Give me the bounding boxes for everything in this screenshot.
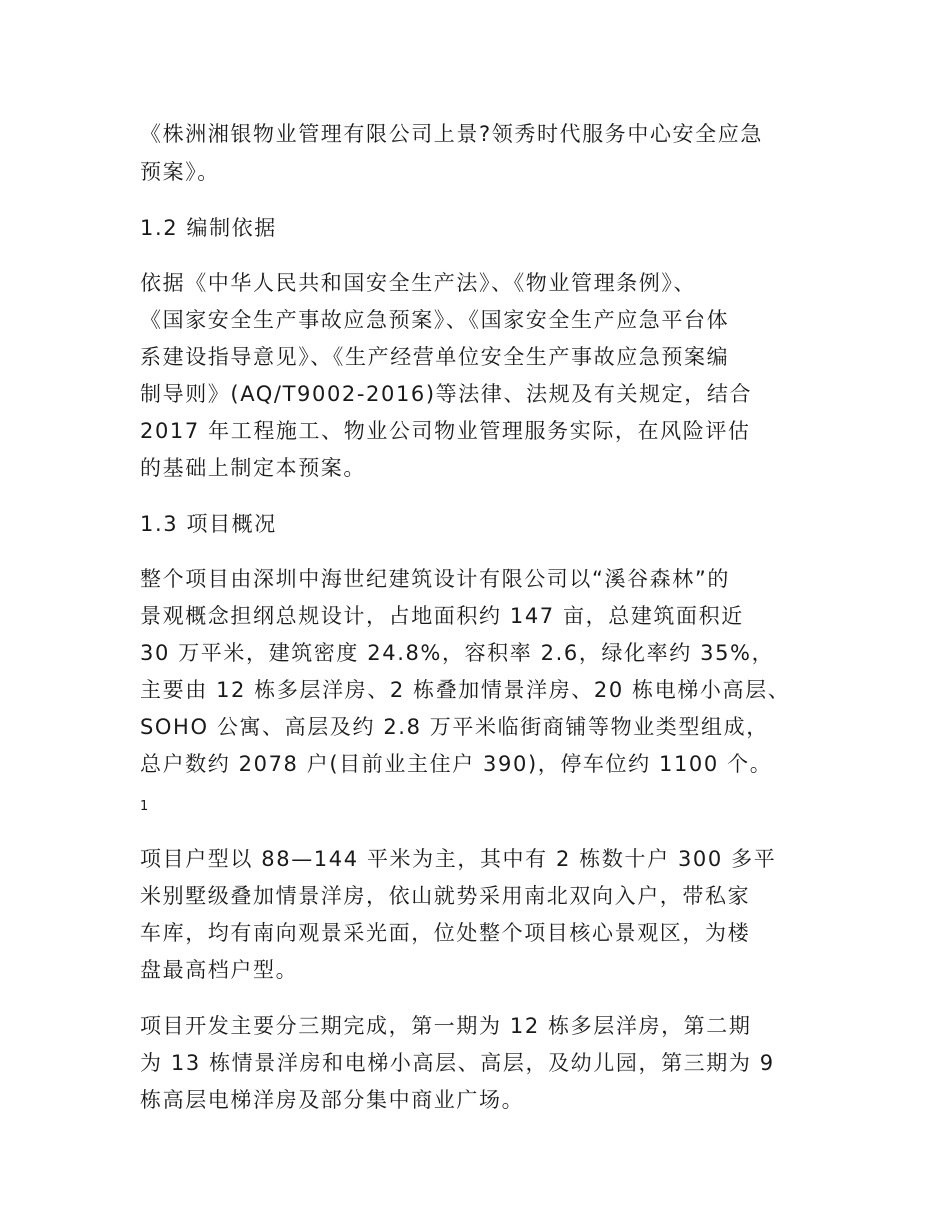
paragraph-line: 米别墅级叠加情景洋房，依山就势采用南北双向入户，带私家	[140, 884, 751, 908]
paragraph-line: 景观概念担纲总规设计，占地面积约 147 亩，总建筑面积近	[140, 604, 744, 628]
section-heading-1-2: 1.2 编制依据	[140, 216, 277, 240]
paragraph-line: 项目户型以 88—144 平米为主，其中有 2 栋数十户 300 多平	[140, 847, 777, 871]
paragraph-line: 2017 年工程施工、物业公司物业管理服务实际，在风险评估	[140, 419, 751, 443]
paragraph-line: 30 万平米，建筑密度 24.8%，容积率 2.6，绿化率约 35%，	[140, 641, 775, 665]
paragraph-line: 《国家安全生产事故应急预案》、《国家安全生产应急平台体	[140, 308, 730, 332]
paragraph-line: 栋高层电梯洋房及部分集中商业广场。	[140, 1088, 525, 1112]
paragraph-line: 盘最高档户型。	[140, 958, 299, 982]
page-number: 1	[140, 799, 149, 814]
paragraph-line: 的基础上制定本预案。	[140, 456, 366, 480]
intro-line: 《株洲湘银物业管理有限公司上景?领秀时代服务中心安全应急	[140, 122, 763, 146]
paragraph-line: 依据《中华人民共和国安全生产法》、《物业管理条例》、	[140, 271, 697, 295]
paragraph-line: 项目开发主要分三期完成，第一期为 12 栋多层洋房，第二期	[140, 1014, 752, 1038]
paragraph-line: 车库，均有南向观景采光面，位处整个项目核心景观区，为楼	[140, 921, 751, 945]
paragraph-line: 整个项目由深圳中海世纪建筑设计有限公司以“溪谷森林”的	[140, 567, 730, 591]
paragraph-line: 总户数约 2078 户(目前业主住户 390)，停车位约 1100 个。	[140, 752, 773, 776]
paragraph-line: 制导则》(AQ/T9002-2016)等法律、法规及有关规定，结合	[140, 382, 753, 406]
section-heading-1-3: 1.3 项目概况	[140, 512, 277, 536]
paragraph-line: 主要由 12 栋多层洋房、2 栋叠加情景洋房、20 栋电梯小高层、	[140, 678, 791, 702]
intro-line: 预案》。	[140, 160, 220, 184]
paragraph-line: SOHO 公寓、高层及约 2.8 万平米临街商铺等物业类型组成，	[140, 715, 769, 739]
paragraph-line: 为 13 栋情景洋房和电梯小高层、高层，及幼儿园，第三期为 9	[140, 1051, 775, 1075]
paragraph-line: 系建设指导意见》、《生产经营单位安全生产事故应急预案编	[140, 345, 730, 369]
